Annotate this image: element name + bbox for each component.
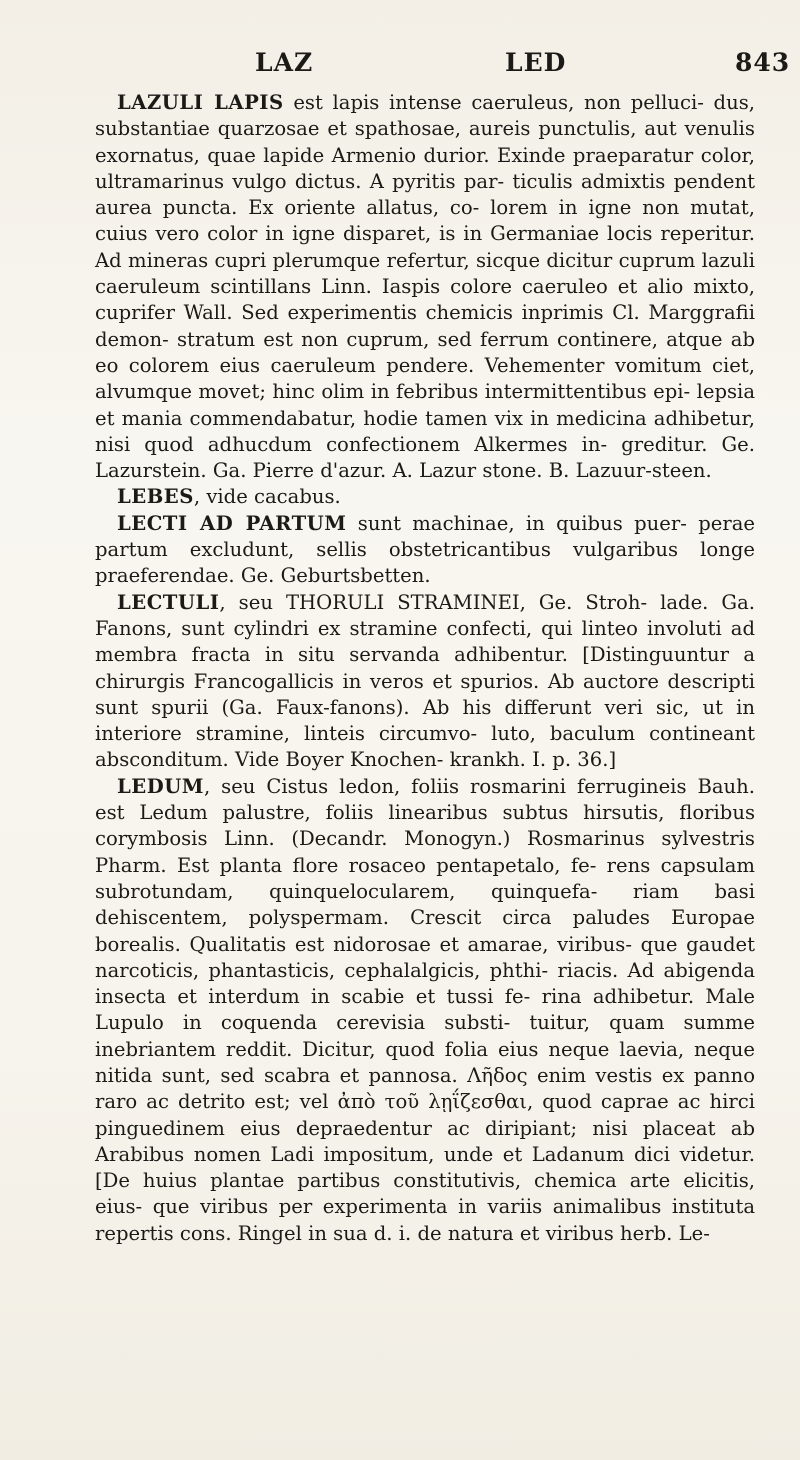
entry-text: sunt machinae, in quibus puer- perae partum excludunt, sellis obstetricantibus vulgaribus longe praeferendae. Ge. Geburtsbetten. — [95, 511, 755, 588]
entry-text: , vide cacabus. — [193, 485, 341, 509]
lemma: LECTULI — [117, 590, 220, 614]
entry-text: est lapis intense caeruleus, non pelluci- dus, substantiae quarzosae et spathosae, aureis punctulis, aut venulis exornatus, quae lapide Armenio durior. Exinde praeparatur color, ultramarinus vulgo dictus. A pyritis par- ticulis admixtis pendent aurea puncta. Ex oriente allatus, co- lorem in igne non mutat, cuius vero color in igne disparet, is in Germaniae locis reperitur. Ad mineras cupri plerumque refertur, sicque dicitur cuprum lazuli caeruleum scintillans Linn. Iaspis colore caeruleo et alio mixto, cuprifer Wall. Sed experimentis chemicis inprimis Cl. Marggrafii demon- stratum est non cuprum, sed ferrum continere, atque ab eo colorem eius caeruleum pendere. Vehementer vomitum ciet, alvumque movet; hinc olim in febribus intermittentibus epi- lepsia et mania commendabatur, hodie tamen vix in medicina adhibetur, nisi quod adhucdum confectionem Alkermes in- greditur. Ge. Lazurstein. Ga. Pierre d'azur. A. Lazur stone. B. Lazuur-steen. — [95, 91, 755, 483]
lemma: LAZULI LAPIS — [117, 91, 284, 114]
entry-lazuli-lapis — [95, 90, 755, 484]
page-number: 843 — [735, 48, 791, 77]
page-body — [95, 90, 755, 1247]
entry-text: , seu THORULI STRAMINEI, Ge. Stroh- lade. Ga. Fanons, sunt cylindri ex stramine confecti, qui linteo involuti ad membra fracta in situ servanda adhibentur. [Distinguuntur a chirurgis Francogallicis in veros et spurios. Ab auctore descripti sunt spurii (Ga. Faux-fanons). Ab his differunt veri sic, ut in interiore stramine, linteis circumvo- luto, baculum contineant absconditum. Vide Boyer Knochen- krankh. I. p. 36.] — [95, 590, 755, 772]
entry-ledum — [95, 774, 755, 1247]
entry-lectuli — [95, 590, 755, 774]
lemma: LEDUM — [117, 774, 204, 798]
entry-text: , seu Cistus ledon, foliis rosmarini ferrugineis Bauh. est Ledum palustre, foliis linearibus subtus hirsutis, floribus corymbosis Linn. (Decandr. Monogyn.) Rosmarinus sylvestris Pharm. Est planta flore rosaceo pentapetalo, fe- rens capsulam subrotundam, quinquelocularem, quinquefa- riam basi dehiscentem, polyspermam. Crescit circa paludes Europae borealis. Qualitatis est nidorosae et amarae, viribus- que gaudet narcoticis, phantasticis, cephalalgicis, phthi- riacis. Ad abigenda insecta et interdum in scabie et tussi fe- rina adhibetur. Male Lupulo in coquenda cerevisia substi- tuitur, quam summe inebriantem reddit. Dicitur, quod folia eius neque laevia, neque nitida sunt, sed scabra et pannosa. Λῆδος enim vestis ex panno raro ac detrito est; vel ἀπὸ τοῦ λῃΐζεσθαι, quod caprae ac hirci pinguedinem eius depraedentur ac diripiant; nisi placeat ab Arabibus nomen Ladi impositum, unde et Ladanum dici videtur. [De huius plantae partibus constitutivis, chemica arte elicitis, eius- que viribus per experimenta in variis animalibus instituta repertis cons. Ringel in sua d. i. de natura et viribus herb. Le- — [95, 774, 755, 1245]
running-header — [100, 48, 791, 80]
lemma: LECTI AD PARTUM — [117, 511, 347, 535]
lemma: LEBES — [117, 485, 194, 509]
header-middle-word: LED — [505, 48, 567, 77]
header-left-word: LAZ — [255, 48, 314, 77]
entry-lebes — [95, 484, 755, 510]
entry-lecti-ad-partum — [95, 511, 755, 590]
